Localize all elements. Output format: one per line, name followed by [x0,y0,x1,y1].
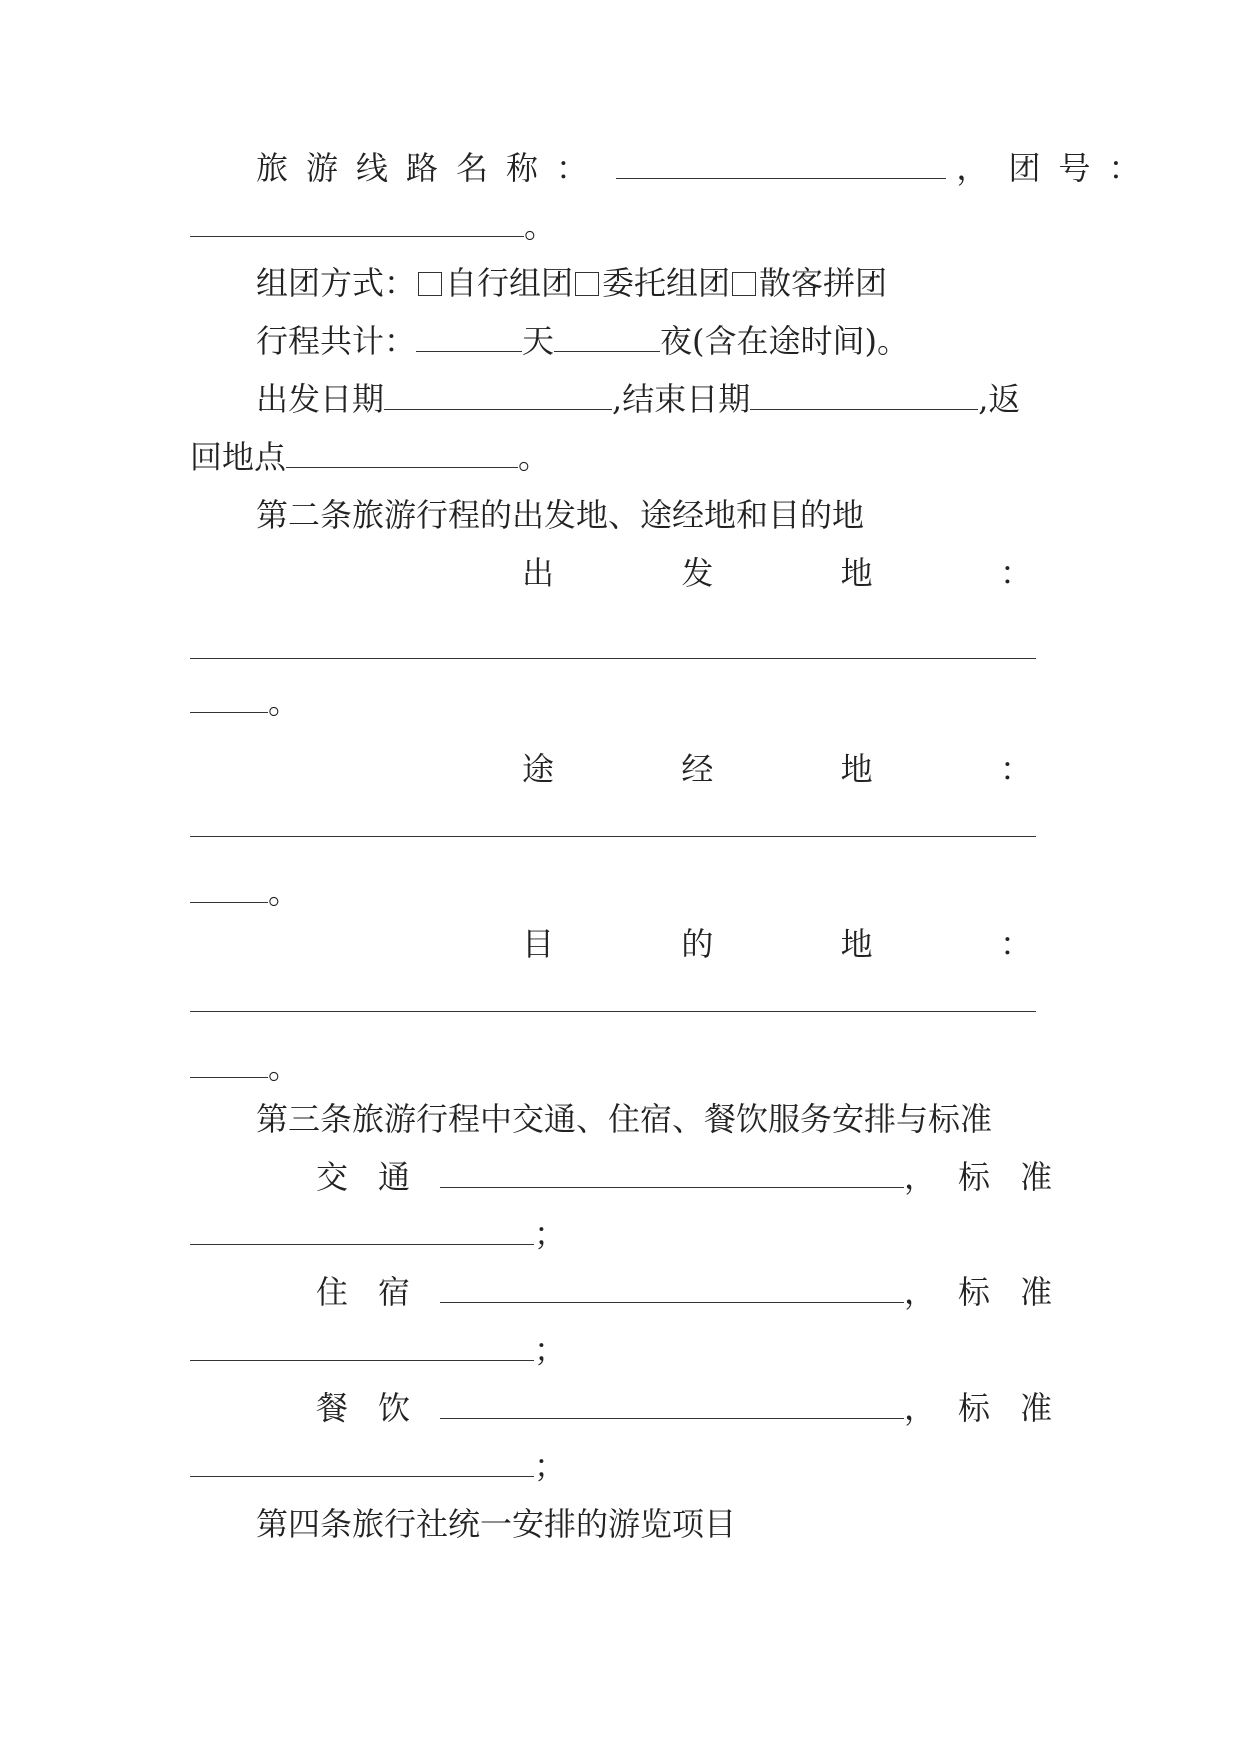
depart-date-label: 出发日期 [256,380,385,418]
transport-comma: ， [904,1158,937,1196]
group-mode-line [256,261,1052,305]
group-number-line [190,204,1052,248]
end-date-field[interactable] [750,379,978,410]
return-place-field[interactable] [286,437,518,468]
destination-char-2: 的 [681,925,714,963]
lodging-standard-char-2: 准 [1020,1273,1053,1311]
option-self-organized: 自行组团 [445,264,574,302]
destination-label-line [522,922,1032,966]
destination-colon: ： [999,925,1032,963]
departure-char-3: 地 [840,554,873,592]
route-comma: ， [956,149,989,187]
transport-standard-char-1: 标 [958,1158,1021,1196]
dates-comma-2: , [978,380,989,418]
checkbox-self-organized[interactable] [418,272,442,296]
dining-comma: ， [904,1389,937,1427]
lodging-field[interactable] [440,1272,904,1303]
end-date-label: 结束日期 [622,380,751,418]
departure-label-line [522,551,1032,595]
dates-comma-1: , [612,380,623,418]
departure-char-1: 出 [522,554,555,592]
group-number-end: 。 [524,207,557,245]
return-place-label: 回地点 [190,438,287,476]
via-label-line [522,747,1032,791]
group-number-field[interactable] [190,206,524,237]
departure-colon: ： [999,554,1032,592]
departure-char-2: 发 [681,554,714,592]
days-unit: 天 [522,322,555,360]
destination-field-tail[interactable] [190,1047,268,1078]
article-3-title: 第三条旅游行程中交通、住宿、餐饮服务安排与标准 [256,1100,993,1138]
dining-char-1: 餐 [316,1389,379,1427]
destination-end: 。 [268,1048,301,1086]
via-end: 。 [268,873,301,911]
dining-standard-char-2: 准 [1020,1389,1053,1427]
article-2-title: 第二条旅游行程的出发地、途经地和目的地 [256,496,865,534]
dining-char-2: 饮 [378,1389,441,1427]
lodging-standard-field[interactable] [190,1330,534,1361]
route-name-field[interactable] [616,148,946,179]
return-place-line [190,435,1052,479]
transport-char-1: 交 [316,1158,379,1196]
dining-semicolon: ； [534,1447,567,1485]
via-char-1: 途 [522,750,555,788]
dining-standard-field[interactable] [190,1446,534,1477]
group-mode-label: 组团方式： [256,264,417,302]
route-name-label: 旅游线路名称： [256,149,607,187]
departure-end: 。 [268,683,301,721]
itinerary-line [256,319,1052,363]
lodging-semicolon: ； [534,1331,567,1369]
destination-char-3: 地 [840,925,873,963]
return-label-a: 返 [988,380,1021,418]
dining-standard-line [190,1444,1052,1488]
lodging-char-1: 住 [316,1273,379,1311]
via-char-2: 经 [681,750,714,788]
lodging-standard-char-1: 标 [958,1273,1021,1311]
destination-field[interactable] [190,1011,1036,1012]
departure-field[interactable] [190,658,1036,659]
dining-standard-char-1: 标 [958,1389,1021,1427]
itinerary-label: 行程共计： [256,322,417,360]
lodging-char-2: 宿 [378,1273,441,1311]
depart-date-field[interactable] [384,379,612,410]
dining-line [316,1386,1052,1430]
nights-unit: 夜(含在途时间)。 [660,322,910,360]
transport-semicolon: ； [534,1215,567,1253]
transport-standard-char-2: 准 [1020,1158,1053,1196]
transport-line [316,1155,1052,1199]
days-field[interactable] [416,321,522,352]
dates-line [256,377,1052,421]
checkbox-entrusted[interactable] [575,272,599,296]
via-end-line [190,870,1052,914]
route-name-line [256,146,1159,190]
transport-char-2: 通 [378,1158,441,1196]
destination-end-line [190,1045,1052,1089]
option-entrusted: 委托组团 [602,264,731,302]
via-char-3: 地 [840,750,873,788]
lodging-standard-line [190,1328,1052,1372]
dining-field[interactable] [440,1388,904,1419]
destination-char-1: 目 [522,925,555,963]
transport-field[interactable] [440,1157,904,1188]
lodging-comma: ， [904,1273,937,1311]
via-field-tail[interactable] [190,872,268,903]
transport-standard-field[interactable] [190,1214,534,1245]
transport-standard-line [190,1212,1052,1256]
return-place-end: 。 [518,438,551,476]
via-field[interactable] [190,836,1036,837]
lodging-line [316,1270,1052,1314]
nights-field[interactable] [554,321,660,352]
checkbox-joint-tour[interactable] [732,272,756,296]
departure-field-tail[interactable] [190,682,268,713]
group-number-label: 团号： [1008,149,1159,187]
departure-end-line [190,680,1052,724]
via-colon: ： [999,750,1032,788]
article-4-title: 第四条旅行社统一安排的游览项目 [256,1505,737,1543]
option-joint-tour: 散客拼团 [759,264,888,302]
